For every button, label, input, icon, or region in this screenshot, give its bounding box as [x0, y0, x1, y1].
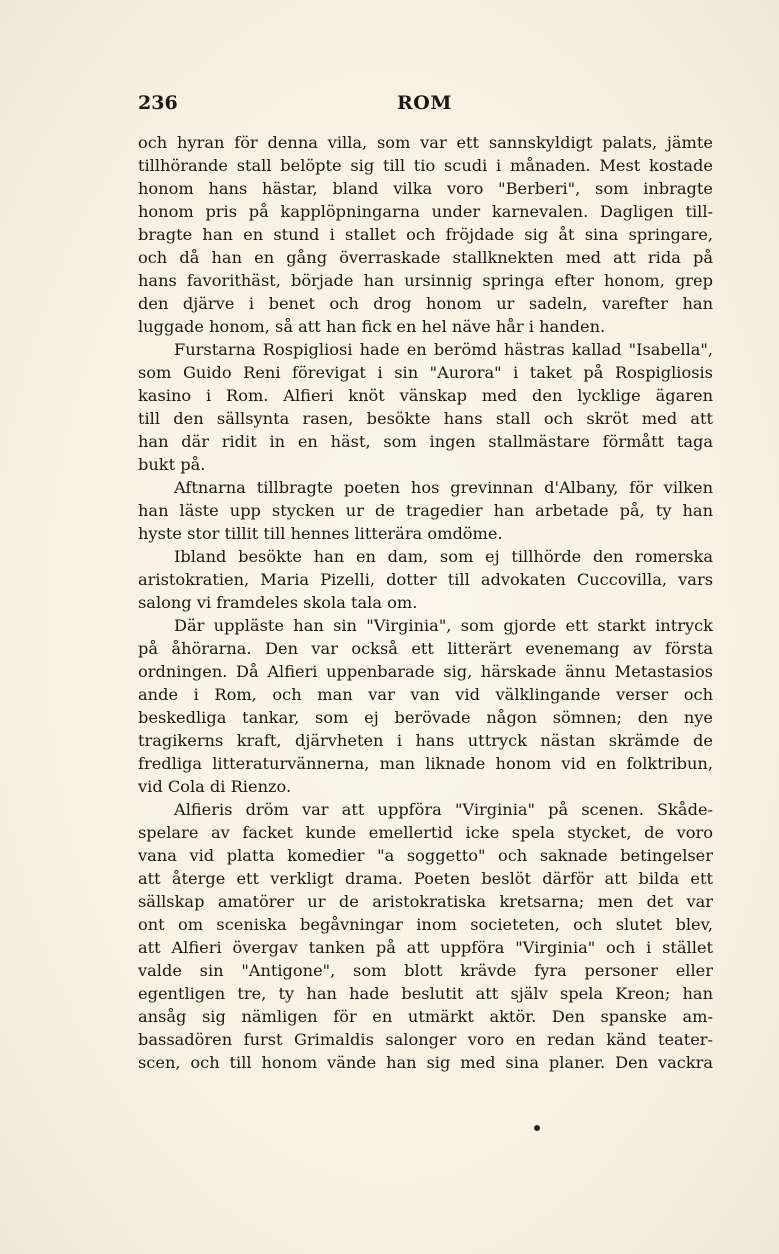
text-line: och hyran för denna villa, som var ett sannskyldigt palats, jämte [138, 133, 713, 152]
text-line: tillhörande stall belöpte sig till tio scudi i månaden. Mest kostade [138, 156, 713, 175]
text-line: bukt på. [138, 455, 206, 474]
text-line: Där uppläste han sin "Virginia", som gjorde ett starkt intryck [174, 616, 713, 635]
text-line: ande i Rom, och man var van vid välklingande verser och [138, 685, 713, 704]
text-line: han där ridit in en häst, som ingen stallmästare förmått taga [138, 432, 713, 451]
text-line: sällskap amatörer ur de aristokratiska kretsarna; men det var [138, 892, 713, 911]
text-line: till den sällsynta rasen, besökte hans stall och skröt med att [138, 409, 713, 428]
text-line: Furstarna Rospigliosi hade en berömd hästras kallad "Isabella", [174, 340, 713, 359]
text-line: honom pris på kapplöpningarna under karnevalen. Dagligen till- [138, 202, 713, 221]
text-line: och då han en gång överraskade stallknekten med att rida på [138, 248, 713, 267]
text-line: spelare av facket kunde emellertid icke spela stycket, de voro [138, 823, 713, 842]
ink-speck [534, 1125, 540, 1131]
text-line: bassadören furst Grimaldis salonger voro en redan känd teater- [138, 1030, 713, 1049]
text-line: den djärve i benet och drog honom ur sadeln, varefter han [138, 294, 713, 313]
text-line: hans favorithäst, började han ursinnig springa efter honom, grep [138, 271, 713, 290]
page-number: 236 [138, 92, 178, 114]
text-line: kasino i Rom. Alfieri knöt vänskap med den lycklige ägaren [138, 386, 713, 405]
text-line: Ibland besökte han en dam, som ej tillhörde den romerska [174, 547, 713, 566]
text-line: att återge ett verkligt drama. Poeten beslöt därför att bilda ett [138, 869, 713, 888]
text-line: vana vid platta komedier "a soggetto" och saknade betingelser [138, 846, 713, 865]
text-line: Aftnarna tillbragte poeten hos grevinnan d'Albany, för vilken [174, 478, 713, 497]
text-line: egentligen tre, ty han hade beslutit att själv spela Kreon; han [138, 984, 713, 1003]
text-line: salong vi framdeles skola tala om. [138, 593, 418, 612]
page-header [138, 92, 713, 120]
text-line: aristokratien, Maria Pizelli, dotter till advokaten Cuccovilla, vars [138, 570, 713, 589]
text-line: hyste stor tillit till hennes litterära omdöme. [138, 524, 503, 543]
running-head: ROM [397, 92, 452, 114]
text-line: ordningen. Då Alfieri uppenbarade sig, härskade ännu Metastasios [138, 662, 713, 681]
text-line: Alfieris dröm var att uppföra "Virginia" på scenen. Skåde- [174, 800, 713, 819]
text-line: bragte han en stund i stallet och fröjdade sig åt sina springare, [138, 225, 713, 244]
text-line: som Guido Reni förevigat i sin "Aurora" i taket på Rospigliosis [138, 363, 713, 382]
body-text [138, 131, 713, 1074]
text-line: vid Cola di Rienzo. [138, 777, 292, 796]
text-line: han läste upp stycken ur de tragedier han arbetade på, ty han [138, 501, 713, 520]
text-line: honom hans hästar, bland vilka voro "Berberi", som inbragte [138, 179, 713, 198]
text-line: fredliga litteraturvännerna, man liknade honom vid en folktribun, [138, 754, 713, 773]
text-line: luggade honom, så att han fick en hel näve hår i handen. [138, 317, 606, 336]
text-line: på åhörarna. Den var också ett litterärt evenemang av första [138, 639, 713, 658]
text-line: valde sin "Antigone", som blott krävde fyra personer eller [138, 961, 713, 980]
text-line: tragikerns kraft, djärvheten i hans uttryck nästan skrämde de [138, 731, 713, 750]
text-line: beskedliga tankar, som ej berövade någon sömnen; den nye [138, 708, 713, 727]
text-line: att Alfieri övergav tanken på att uppföra "Virginia" och i stället [138, 938, 713, 957]
text-line: ansåg sig nämligen för en utmärkt aktör. Den spanske am- [138, 1007, 713, 1026]
text-line: ont om sceniska begåvningar inom societeten, och slutet blev, [138, 915, 713, 934]
text-line: scen, och till honom vände han sig med sina planer. Den vackra [138, 1053, 713, 1072]
